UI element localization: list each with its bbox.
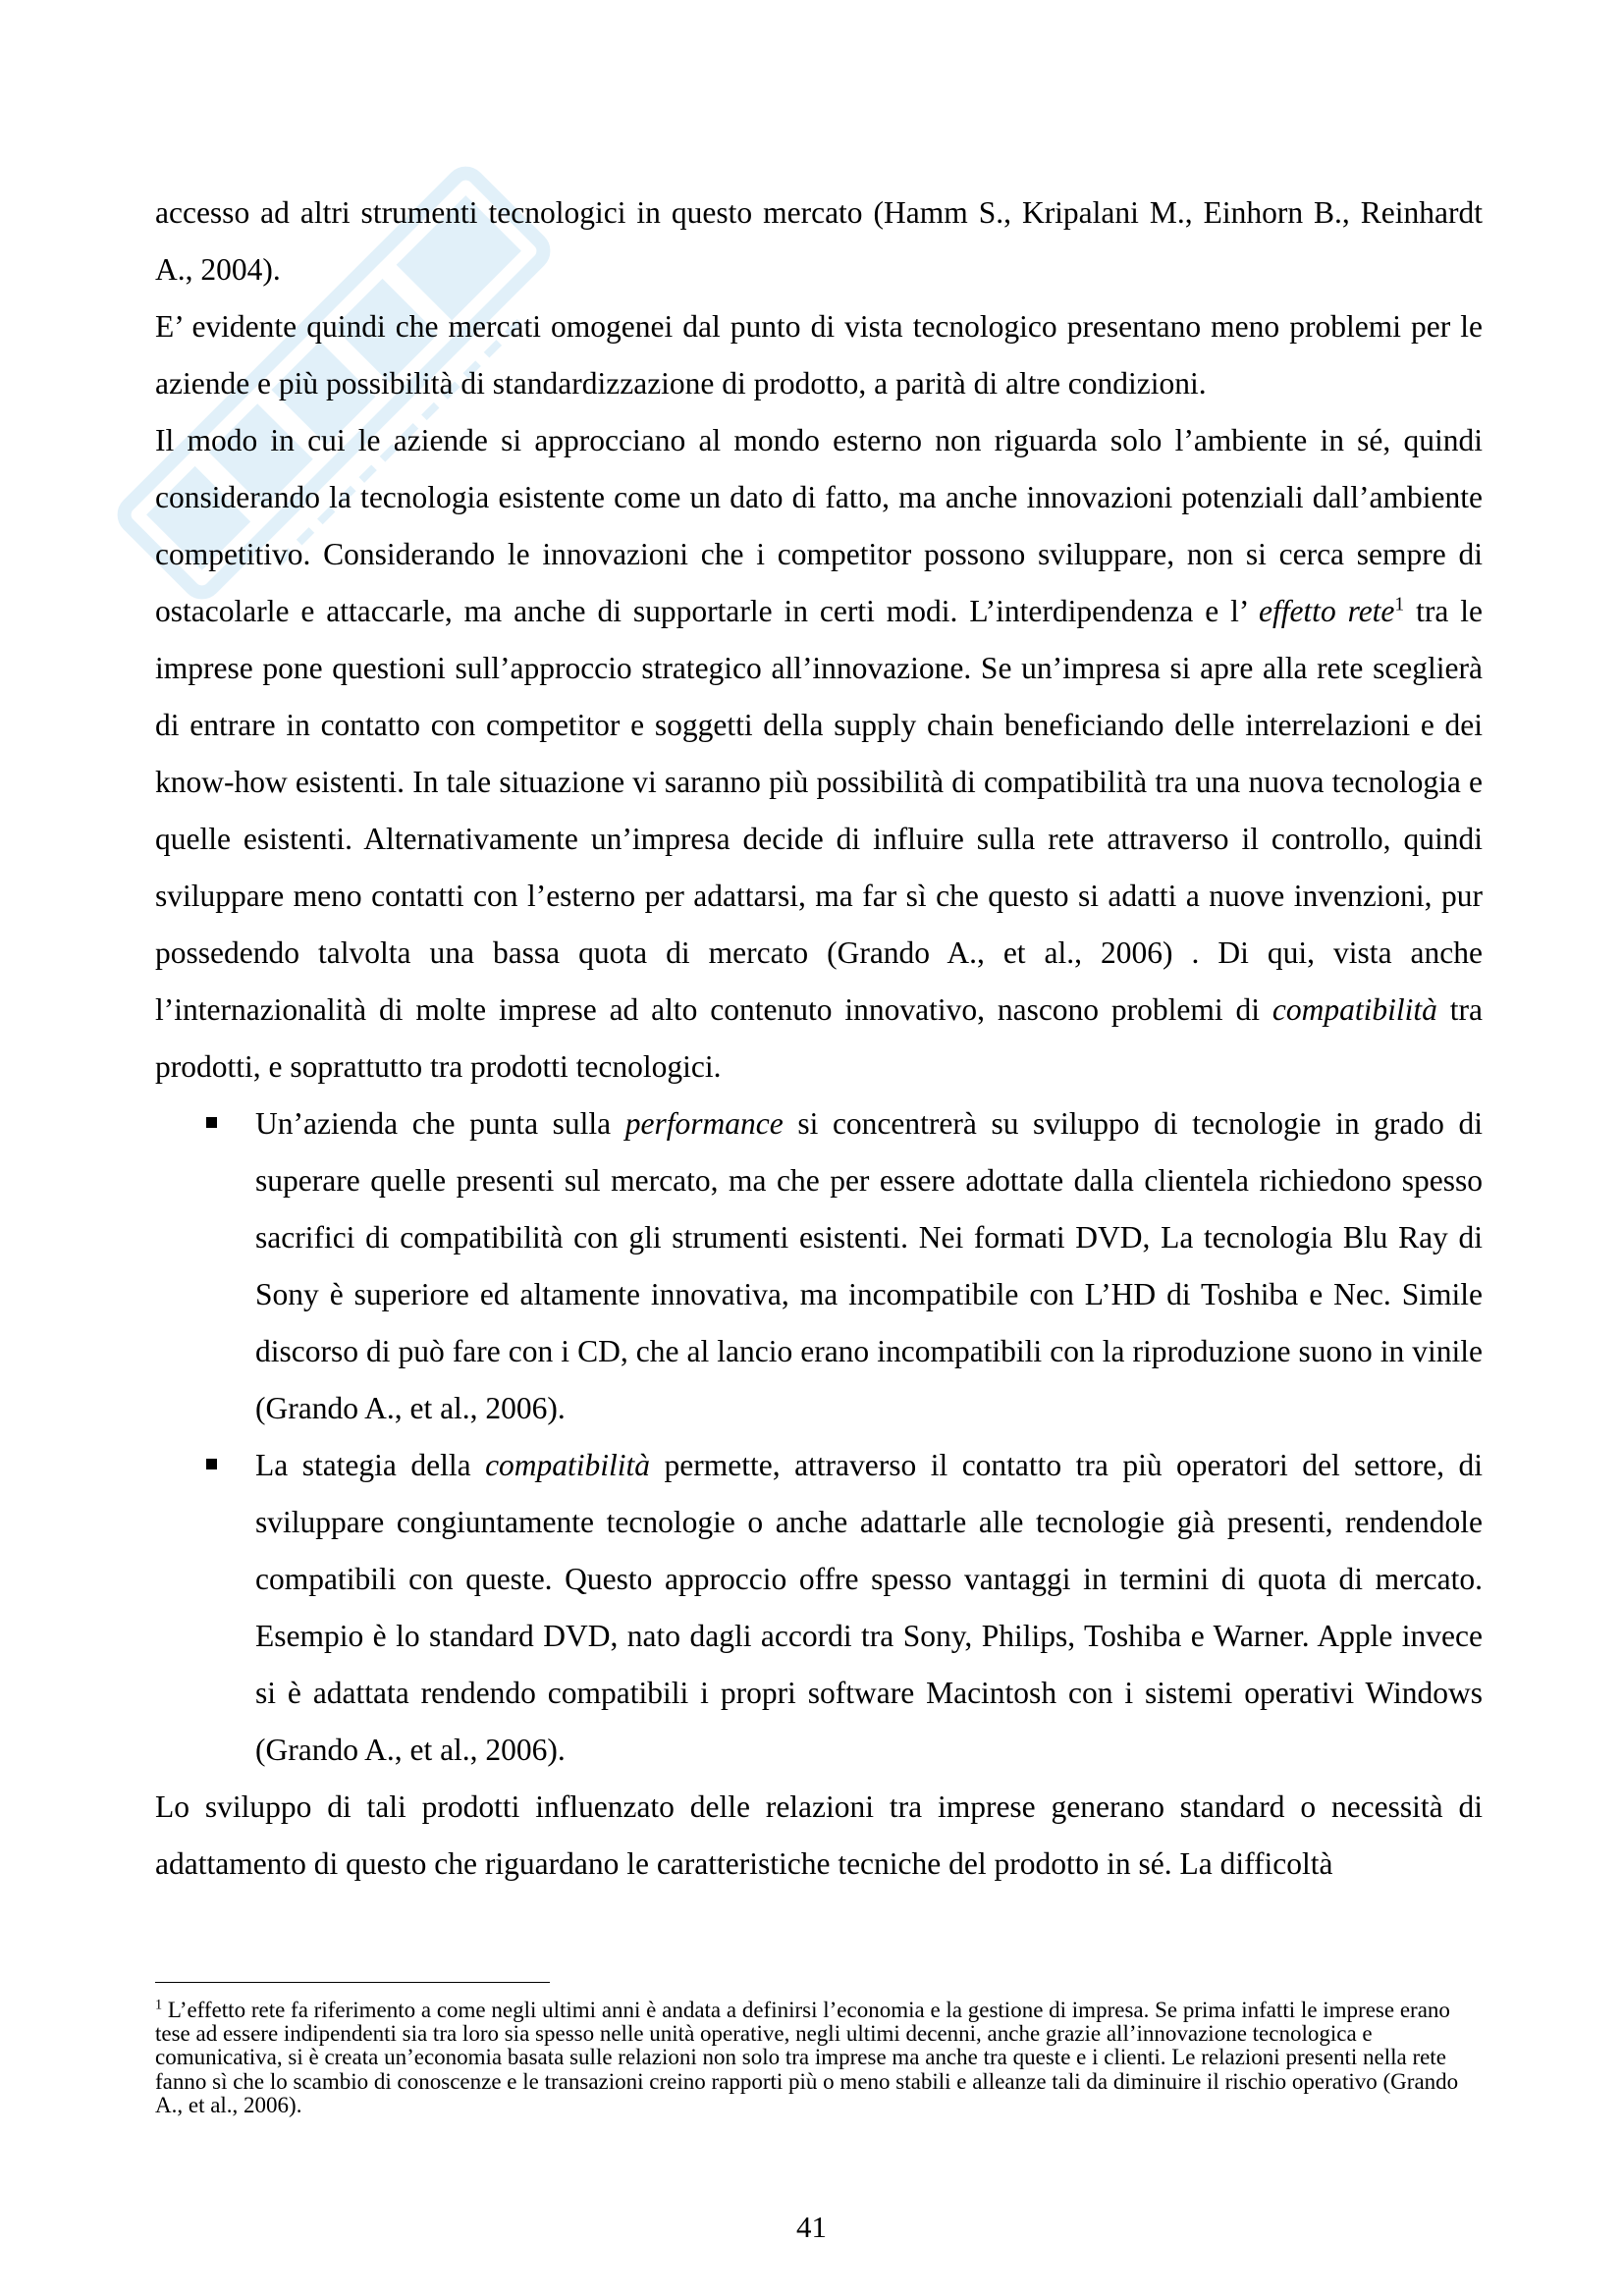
bullet-1-term: performance [624,1106,784,1141]
strategy-bullet-list [155,1095,1483,1779]
bullet-2-part-b: permette, attraverso il contatto tra più operatori del settore, di sviluppare congiuntamente tecnologie o anche adattarle alle tecnologie già presenti, rendendole compatibili con queste. Questo approccio offre spesso vantaggi in termini di quota di mercato. Esempio è lo standard DVD, nato dagli accordi tra Sony, Philips, Toshiba e Warner. Apple invece si è adattata rendendo compatibili i propri software Macintosh con i sistemi operativi Windows (Grando A., et al., 2006). [255,1448,1483,1767]
bullet-1-part-b: si concentrerà su sviluppo di tecnologie in grado di superare quelle presenti sul mercato, ma che per essere adottate dalla clientela richiedono spesso sacrifici di compatibilità con gli strumenti esistenti. Nei formati DVD, La tecnologia Blu Ray di Sony è superiore ed altamente innovativa, ma incompatibile con L’HD di Toshiba e Nec. Simile discorso di può fare con i CD, che al lancio erano incompatibili con la riproduzione suono in vinile (Grando A., et al., 2006). [255,1106,1483,1425]
bullet-item-compatibilita [155,1437,1483,1779]
square-bullet-icon [206,1459,217,1469]
footnote-mark: 1 [155,1997,163,2013]
paragraph-3-part-a: Il modo in cui le aziende si approcciano al mondo esterno non riguarda solo l’ambiente in sé, quindi considerando la tecnologia esistente come un dato di fatto, ma anche innovazioni potenziali dall’ambiente competitivo. Considerando le innovazioni che i competitor possono sviluppare, non si cerca sempre di ostacolarle e attaccarle, ma anche di supportarle in certi modi. L’interdipendenza e l’ [155,423,1483,628]
bullet-2-term: compatibilità [485,1448,651,1482]
effetto-rete-term: effetto rete [1258,594,1395,628]
bullet-1-part-a: Un’azienda che punta sulla [255,1106,625,1141]
page-body [155,185,1483,1893]
footnote-separator [155,1982,550,1983]
footnote-text: L’effetto rete fa riferimento a come negli ultimi anni è andata a definirsi l’economia e la gestione di impresa. Se prima infatti le imprese erano tese ad essere indipendenti sia tra loro sia spesso nelle unità operative, negli ultimi decenni, anche grazie all’innovazione tecnologica e comunicativa, si è creata un’economia basata sulle relazioni non solo tra imprese ma anche tra queste e i clienti. Le relazioni presenti nella rete fanno sì che lo scambio di conoscenze e le transazioni creino rapporti più o meno stabili e alleanze tali da diminuire il rischio operativo (Grando A., et al., 2006). [155,1998,1459,2117]
square-bullet-icon [206,1117,217,1128]
bullet-item-performance [155,1095,1483,1437]
paragraph-2: E’ evidente quindi che mercati omogenei dal punto di vista tecnologico presentano meno problemi per le aziende e più possibilità di standardizzazione di prodotto, a parità di altre condizioni. [155,309,1483,400]
paragraph-3-part-c: tra prodotti, e soprattutto tra prodotti tecnologici. [155,992,1483,1084]
bullet-2-part-a: La stategia della [255,1448,486,1482]
compatibilita-term: compatibilità [1271,992,1437,1027]
footnote-ref: 1 [1394,594,1405,615]
page-number: 41 [796,2210,827,2244]
paragraph-4: Lo sviluppo di tali prodotti influenzato delle relazioni tra imprese generano standard o necessità di adattamento di questo che riguardano le caratteristiche tecniche del prodotto in sé. La difficoltà [155,1789,1483,1881]
footnote [155,1999,1483,2117]
paragraph-3 [155,412,1483,1095]
paragraph-1: accesso ad altri strumenti tecnologici in questo mercato (Hamm S., Kripalani M., Einhorn B., Reinhardt A., 2004). [155,195,1483,287]
paragraph-3-part-b: tra le imprese pone questioni sull’approccio strategico all’innovazione. Se un’impresa si apre alla rete sceglierà di entrare in contatto con competitor e soggetti della supply chain beneficiando delle interrelazioni e dei know-how esistenti. In tale situazione vi saranno più possibilità di compatibilità tra una nuova tecnologia e quelle esistenti. Alternativamente un’impresa decide di influire sulla rete attraverso il controllo, quindi sviluppare meno contatti con l’esterno per adattarsi, ma far sì che questo si adatti a nuove invenzioni, pur possedendo talvolta una bassa quota di mercato (Grando A., et al., 2006) . Di qui, vista anche l’internazionalità di molte imprese ad alto contenuto innovativo, nascono problemi di [155,594,1483,1027]
